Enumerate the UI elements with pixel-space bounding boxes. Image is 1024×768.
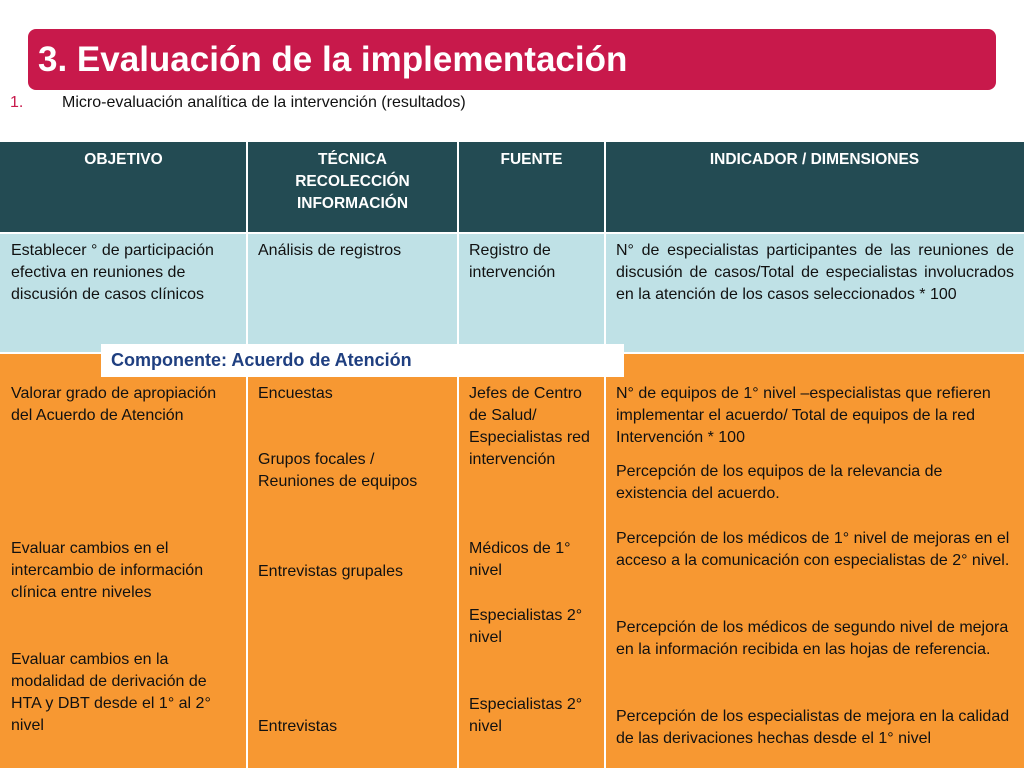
fuente-item: Especialistas 2° nivel <box>469 607 583 646</box>
row2-tecnica-cell <box>247 354 458 768</box>
objetivo-item: Valorar grado de apropiación del Acuerdo de Atención <box>11 385 217 424</box>
header-indicador: INDICADOR / DIMENSIONES <box>605 142 1024 232</box>
row-divider <box>0 232 1024 234</box>
column-divider <box>246 142 248 768</box>
row2-objetivo-cell <box>0 354 247 768</box>
page-title: 3. Evaluación de la implementación <box>28 29 996 90</box>
evaluation-table <box>0 142 1024 768</box>
column-divider <box>604 142 606 768</box>
indicador-item: Percepción de los médicos de 1° nivel de mejoras en el acceso a la comunicación con especialistas de 2° nivel. <box>616 530 1010 569</box>
subtitle <box>10 94 466 112</box>
subtitle-text: Micro-evaluación analítica de la intervención (resultados) <box>62 94 466 111</box>
objetivo-item: Evaluar cambios en la modalidad de derivación de HTA y DBT desde el 1° al 2° nivel <box>11 651 211 734</box>
fuente-item: Jefes de Centro de Salud/ Especialistas red intervención <box>469 385 590 468</box>
subtitle-number: 1. <box>10 94 24 111</box>
row1-fuente: Registro de intervención <box>458 234 605 352</box>
column-divider <box>457 142 459 768</box>
indicador-item: Percepción de los equipos de la relevancia de existencia del acuerdo. <box>616 463 943 502</box>
row1-objetivo: Establecer ° de participación efectiva en reuniones de discusión de casos clínicos <box>0 234 247 352</box>
header-objetivo: OBJETIVO <box>0 142 247 232</box>
row1-indicador: N° de especialistas participantes de las reuniones de discusión de casos/Total de especialistas involucrados en la atención de los casos seleccionados * 100 <box>605 234 1024 352</box>
objetivo-item: Evaluar cambios en el intercambio de información clínica entre niveles <box>11 540 204 601</box>
indicador-item: N° de equipos de 1° nivel –especialistas que refieren implementar el acuerdo/ Total de equipos de la red Intervención * 100 <box>616 385 991 446</box>
row1-tecnica: Análisis de registros <box>247 234 458 352</box>
tecnica-item: Encuestas <box>258 385 333 402</box>
indicador-item: Percepción de los especialistas de mejora en la calidad de las derivaciones hechas desde el 1° nivel <box>616 708 1010 747</box>
indicador-item: Percepción de los médicos de segundo nivel de mejora en la información recibida en las hojas de referencia. <box>616 619 1009 658</box>
fuente-item: Especialistas 2° nivel <box>469 696 583 735</box>
fuente-item: Médicos de 1° nivel <box>469 540 571 579</box>
header-fuente: FUENTE <box>458 142 605 232</box>
row2-indicador-cell <box>605 354 1024 768</box>
component-label: Componente: Acuerdo de Atención <box>101 344 624 377</box>
tecnica-item: Entrevistas grupales <box>258 563 403 580</box>
header-tecnica: TÉCNICA RECOLECCIÓN INFORMACIÓN <box>247 142 458 232</box>
row2-fuente-cell <box>458 354 605 768</box>
tecnica-item: Grupos focales / Reuniones de equipos <box>258 451 418 490</box>
tecnica-item: Entrevistas <box>258 718 338 735</box>
